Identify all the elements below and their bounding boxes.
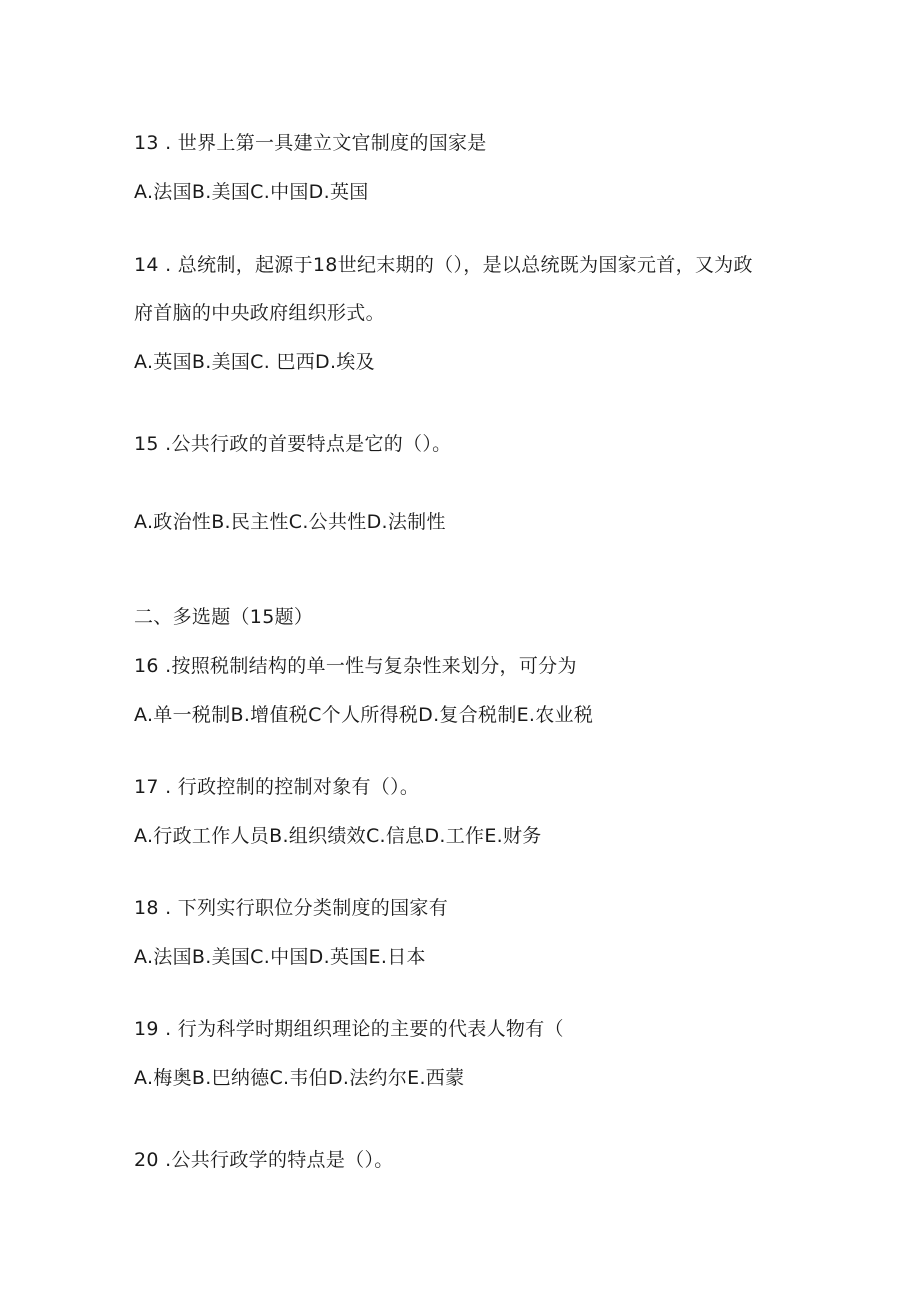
question-15-options: A.政治性B.民主性C.公共性D.法制性 [134, 511, 446, 533]
question-18-stem: 18 . 下列实行职位分类制度的国家有 [134, 897, 448, 919]
question-13-options: A.法国B.美国C.中国D.英国 [134, 181, 369, 203]
question-14-stem-line1: 14 . 总统制，起源于18世纪末期的（），是以总统既为国家元首，又为政 [134, 254, 753, 276]
question-14-options: A.英国B.美国C. 巴西D.埃及 [134, 351, 375, 373]
question-16-options: A.单一税制B.增值税C个人所得税D.复合税制E.农业税 [134, 704, 594, 726]
question-17-stem: 17 . 行政控制的控制对象有（）。 [134, 776, 420, 798]
question-15-stem: 15 .公共行政的首要特点是它的（）。 [134, 433, 452, 455]
question-17-options: A.行政工作人员B.组织绩效C.信息D.工作E.财务 [134, 825, 542, 847]
question-20-stem: 20 .公共行政学的特点是（）。 [134, 1149, 394, 1171]
question-13-stem: 13 . 世界上第一具建立文官制度的国家是 [134, 132, 487, 154]
question-16-stem: 16 .按照税制结构的单一性与复杂性来划分，可分为 [134, 655, 577, 677]
question-19-options: A.梅奥B.巴纳德C.韦伯D.法约尔E.西蒙 [134, 1067, 465, 1089]
section-heading: 二、多选题（15题） [134, 606, 314, 628]
question-14-stem-line2: 府首脑的中央政府组织形式。 [134, 302, 385, 324]
question-19-stem: 19 . 行为科学时期组织理论的主要的代表人物有（ [134, 1018, 564, 1040]
question-18-options: A.法国B.美国C.中国D.英国E.日本 [134, 946, 426, 968]
